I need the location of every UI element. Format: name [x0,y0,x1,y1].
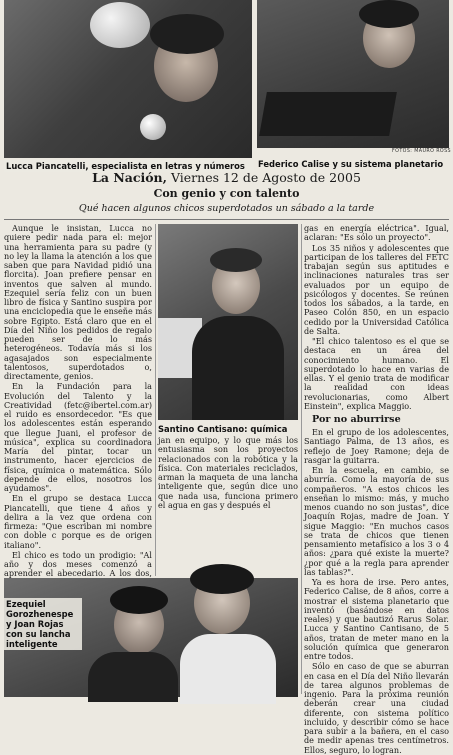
paragraph: En el grupo de los adolescentes, Santiago Palma, de 13 años, es reflejo de Joey Ramone; deja de rasgar la guitarra. [304,427,449,465]
caption-middle: Santino Cantisano: química [158,424,288,434]
paragraph: Ya es hora de irse. Pero antes, Federico Calise, de 8 años, corre a mostrar el sistema planetario que inventó (basándose en datos reales) y que bautizó Rarus Solar. Lucca y Santino Cantisano, de 5 años, tratan de meter mano en la solución química que generaron entre todos. [304,577,449,661]
child-shirt [192,316,284,420]
child-hair-right [190,564,254,594]
paragraph: Aunque le insistan, Lucca no quiere pedir nada para el: mejor una herramienta para su padre (y no ley la llama la atención a los que saben que para Navidad pidió una florcita). Joan prefiere pensar en inventos que salven al mundo. Ezequiel sería feliz con un buen libro de física y Santino suspira por una enciclopedia que le enseñe más sobre Egipto. Está claro que en el Día del Niño los pedidos de regalo pueden ser de lo más heterogéneos. Todavía más si los agasajados son especialmente talentosos, superdotados o, directamente, genios. [4,223,152,381]
headline: Con genio y con talento [153,187,300,200]
child-hair [359,0,419,28]
column-divider [155,224,156,576]
planet-model-ball [90,2,150,48]
child-hair [150,14,224,54]
paper-name: La Nación, [92,170,167,185]
caption-top-right: Federico Calise y su sistema planetario [258,159,444,169]
small-planet-ball [140,114,166,140]
paragraph: En la escuela, en cambio, se aburría. Como la mayoría de sus compañeros. "A estos chicos les enseñan lo mismo: más, y mucho menos cuando no son justas", dice Joaquín Rojas, madre de Joan. Y sigue Maggio: "En muchos casos se trata de chicos que tienen pensamiento metafísico a los 3 o 4 años: ¿para qué existe la muerte? ¿por qué a la regla para aprender las tablas?". [304,465,449,577]
child-hair [210,248,262,272]
article-column-1 [4,224,152,580]
photo-credit: FOTOS: MAURO ROSS [392,149,451,154]
column-divider [301,224,302,694]
paragraph: jan en equipo, y lo que más los entusiasma son los proyectos relacionados con la robótica y la física. Con materiales reciclados, arman la maqueta de una lancha inteligente que, según dice uno que nada usa, funciona primero el agua en gas y después el [158,435,298,510]
paragraph: En el grupo se destaca Lucca Piancatelli, que tiene 4 años y delira a la vez que ordena con firmeza: "Que escriban mi nombre con doble c porque es de origen italiano". [4,493,152,550]
paragraph: El chico es todo un prodigio: "Al año y dos meses comenzó a aprender el abecedario. A los dos, [4,549,152,579]
shirt-right [180,634,276,704]
paragraph: Sólo en caso de que se aburran en casa en el Día del Niño llevarán de tarea algunos problemas de ingenio. Para la próxima reunión deberán crear una ciudad diferente, con sistema político incluido, y describir cómo se hace para subir a la bañera, en el caso de medir apenas tres centímetros. Ellos, seguro, lo logran. [304,661,449,755]
paragraph: "El chico talentoso es el que se destaca en un área del conocimiento humano. El superdotado lo hace en varias de ellas. Y el genio trata de modificar la realidad con ideas revolucionarias, como Albert Einstein", explica Maggio. [304,336,449,411]
paragraph: gas en energía eléctrica". Igual, aclaran: "Es sólo un proyecto". [304,223,449,243]
paragraph: En la Fundación para la Evolución del Talento y la Creatividad (fetc@ibertel.com.ar) el ruido es ensordecedor. "Es que los adolescentes están esperando que llegue Juani, el profesor de música", explica su coordinadora María del pintar, tocar un instrumento, hacer ejercicios de física, química o matemática. Sólo depende de ellos, nosotros los ayudamos". [4,381,152,493]
subheadline: Qué hacen algunos chicos superdotados un sábado a la tarde [78,203,375,214]
caption-top-left: Lucca Piancatelli, especialista en letras y números [4,160,254,172]
child-hair-left [110,586,168,614]
photo-santino [158,224,298,420]
caption-bottom-left: Ezequiel Gorozhenespe y Joan Rojas con su lancha inteligente [4,598,82,650]
section-heading: Por no aburrirse [312,414,401,425]
header-rule [4,219,449,220]
paragraph: Los 35 niños y adolescentes que participan de los talleres del FETC trabajan según sus aptitudes e inclinaciones naturales tras ser evaluados por un equipo de psicólogos y docentes. Se reúnen todos los sábados, a la tarde, en Paseo Colón 850, en un espacio cedido por la Universidad Católica de Salta. [304,242,449,336]
article-masthead [0,170,453,215]
date: Viernes 12 de Agosto de 2005 [170,170,361,185]
dateline [0,170,453,186]
article-column-3 [304,223,449,755]
photo-lucca [4,0,252,158]
planetary-board [259,92,397,136]
photo-federico [257,0,449,148]
article-column-2 [158,436,298,576]
shirt-left [88,652,178,702]
